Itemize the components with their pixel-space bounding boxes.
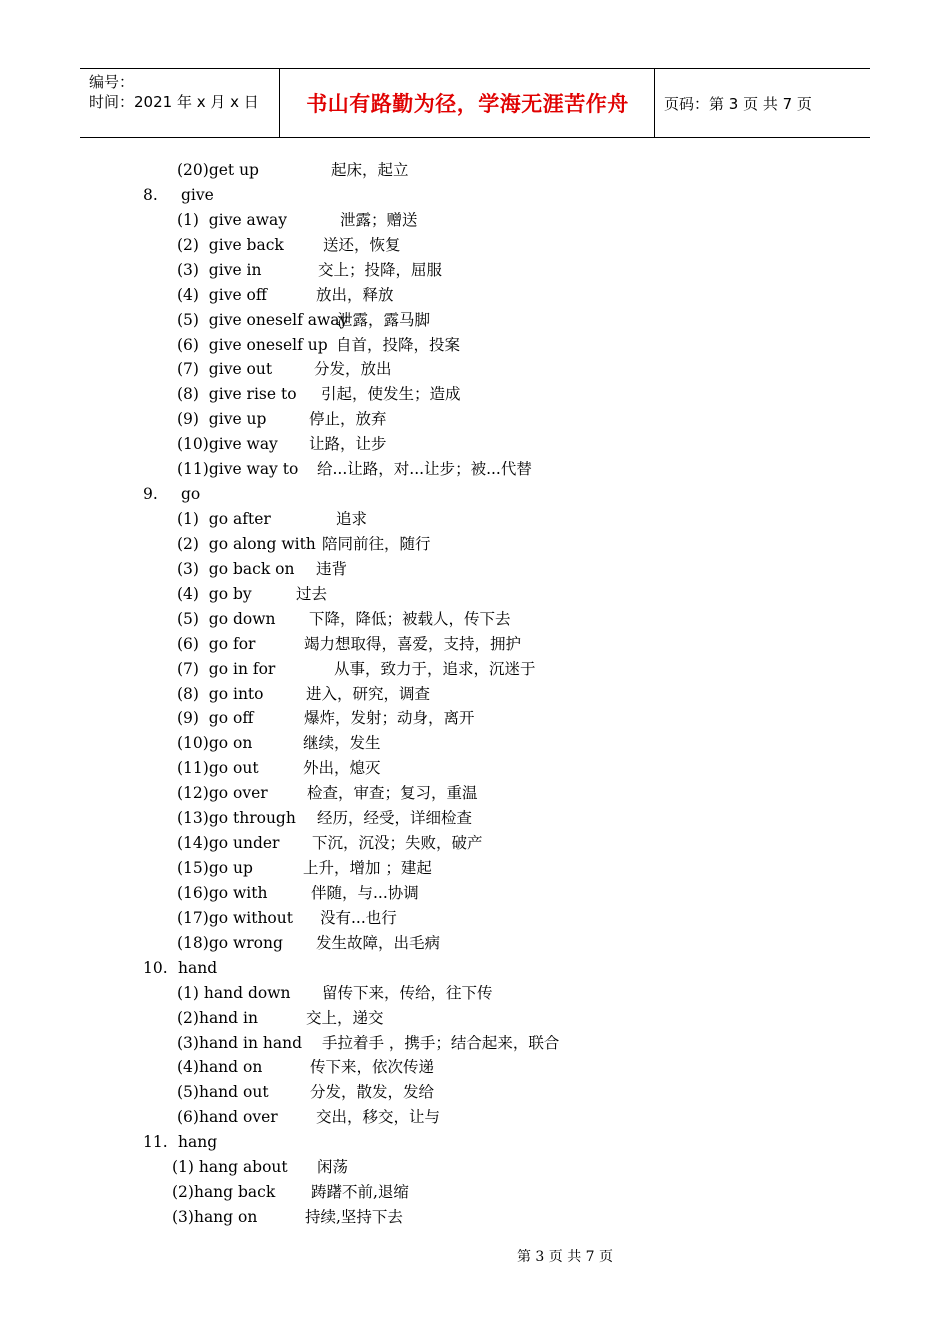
phrase-label: (5) give oneself away (177, 310, 349, 329)
phrase-meaning: 闲荡 (317, 1158, 349, 1177)
phrase-label: (13)go through (177, 809, 296, 828)
section-word: hand (178, 958, 218, 977)
phrase-label: (4) give off (177, 285, 267, 304)
header-meta (80, 69, 280, 137)
phrase-label: (10)give way (177, 435, 278, 454)
phrase-label: (2)hang back (172, 1183, 276, 1202)
phrase-meaning: 上升，增加 ；建起 (303, 859, 432, 878)
phrase-meaning: 下降，降低；被载人，传下去 (309, 609, 511, 628)
phrase-label: (7) give out (177, 360, 273, 379)
section-number: 11. (143, 1133, 168, 1152)
phrase-label: (11)go out (177, 759, 259, 778)
phrase-meaning: 泄露；赠送 (340, 210, 418, 229)
phrase-label: (5)hand out (177, 1083, 269, 1102)
motto: 书山有路勤为径，学海无涯苦作舟 (306, 92, 629, 116)
phrase-meaning: 分发，放出 (314, 360, 392, 379)
phrase-label: (2) go along with (177, 534, 316, 553)
phrase-meaning: 留传下来，传给，往下传 (322, 983, 493, 1002)
phrase-meaning: 给...让路，对...让步；被...代替 (317, 460, 532, 479)
header-page-info-cell (655, 69, 870, 137)
phrase-label: (5) go down (177, 609, 276, 628)
phrase-meaning: 让路，让步 (309, 435, 387, 454)
phrase-label: (3)hand in hand (177, 1033, 303, 1052)
section-word: give (181, 185, 214, 204)
phrase-label: (20)get up (177, 161, 259, 179)
page-header (80, 68, 870, 138)
phrase-meaning: 交上；投降，屈服 (318, 260, 443, 279)
phrase-meaning: 违背 (316, 559, 348, 578)
phrase-meaning: 检查，审查；复习，重温 (307, 784, 478, 803)
phrase-meaning: 踌躇不前,退缩 (311, 1183, 409, 1202)
phrase-label: (17)go without (177, 908, 293, 927)
phrase-meaning: 下沉，沉没；失败，破产 (312, 834, 483, 853)
phrase-meaning: 追求 (336, 510, 368, 529)
phrase-label: (8) give rise to (177, 385, 297, 404)
phrase-meaning: 分发，散发，发给 (310, 1083, 435, 1102)
phrase-label: (10)go on (177, 734, 253, 753)
phrase-meaning: 过去 (296, 584, 328, 603)
phrase-label: (6)hand over (177, 1108, 278, 1127)
phrase-meaning: 没有...也行 (320, 908, 397, 927)
phrase-meaning: 送还，恢复 (323, 235, 401, 254)
phrase-meaning: 手拉着手 ，携手；结合起来，联合 (322, 1033, 560, 1052)
section-number: 9. (143, 485, 158, 504)
phrase-label: (3)hang on (172, 1208, 258, 1227)
time-label: 时间：2021 年 x 月 x 日 (89, 93, 259, 111)
number-label: 编号： (89, 73, 135, 91)
phrase-meaning: 持续,坚持下去 (305, 1208, 403, 1227)
phrase-label: (2) give back (177, 235, 284, 254)
phrase-meaning: 自首，投降，投案 (336, 335, 461, 354)
phrase-label: (15)go up (177, 859, 253, 878)
phrase-meaning: 放出，释放 (316, 285, 394, 304)
page-footer: 第 3 页 共 7 页 (516, 1249, 614, 1265)
page-info: 页码：第 3 页 共 7 页 (664, 94, 812, 113)
phrase-meaning: 交上，递交 (306, 1008, 384, 1027)
phrase-meaning: 经历，经受，详细检查 (317, 809, 473, 828)
phrase-label: (14)go under (177, 834, 280, 853)
phrase-label: (18)go wrong (177, 933, 283, 952)
phrase-meaning: 泄露，露马脚 (337, 310, 431, 329)
phrase-label: (3) go back on (177, 559, 295, 578)
phrase-label: (4) go by (177, 584, 252, 603)
header-motto-cell (281, 69, 655, 137)
phrase-meaning: 停止，放弃 (309, 410, 387, 429)
phrase-meaning: 传下来，依次传递 (310, 1058, 435, 1077)
phrase-meaning: 继续，发生 (303, 734, 381, 753)
phrase-label: (7) go in for (177, 659, 276, 678)
phrase-label: (8) go into (177, 684, 264, 703)
phrase-meaning: 伴随，与...协调 (311, 883, 419, 902)
phrase-label: (9) give up (177, 410, 267, 429)
phrase-label: (12)go over (177, 784, 268, 803)
phrase-meaning: 陪同前往，随行 (322, 534, 431, 553)
phrase-label: (1) go after (177, 510, 271, 529)
phrase-meaning: 交出，移交，让与 (316, 1108, 441, 1127)
section-word: go (181, 485, 201, 504)
phrase-meaning: 从事，致力于，追求，沉迷于 (334, 659, 536, 678)
phrase-label: (4)hand on (177, 1058, 263, 1077)
phrase-meaning: 外出，熄灭 (303, 759, 381, 778)
section-number: 10. (143, 958, 168, 977)
phrase-meaning: 引起，使发生；造成 (321, 385, 461, 404)
phrase-label: (1) hang about (172, 1158, 288, 1177)
phrase-label: (3) give in (177, 260, 262, 279)
phrase-label: (6) give oneself up (177, 335, 328, 354)
phrase-meaning: 爆炸，发射；动身，离开 (304, 709, 475, 728)
section-number: 8. (143, 185, 158, 204)
phrase-meaning: 发生故障，出毛病 (316, 933, 441, 952)
phrase-label: (16)go with (177, 883, 268, 902)
phrase-label: (2)hand in (177, 1008, 258, 1027)
phrase-label: (1) hand down (177, 983, 291, 1002)
phrase-label: (1) give away (177, 210, 288, 229)
phrase-meaning: 竭力想取得，喜爱，支持，拥护 (304, 634, 522, 653)
phrase-label: (11)give way to (177, 460, 299, 479)
phrase-label: (6) go for (177, 634, 256, 653)
phrase-label: (9) go off (177, 709, 254, 728)
section-word: hang (178, 1133, 218, 1152)
phrase-meaning: 进入，研究，调查 (306, 684, 431, 703)
phrase-meaning: 起床，起立 (331, 161, 409, 179)
